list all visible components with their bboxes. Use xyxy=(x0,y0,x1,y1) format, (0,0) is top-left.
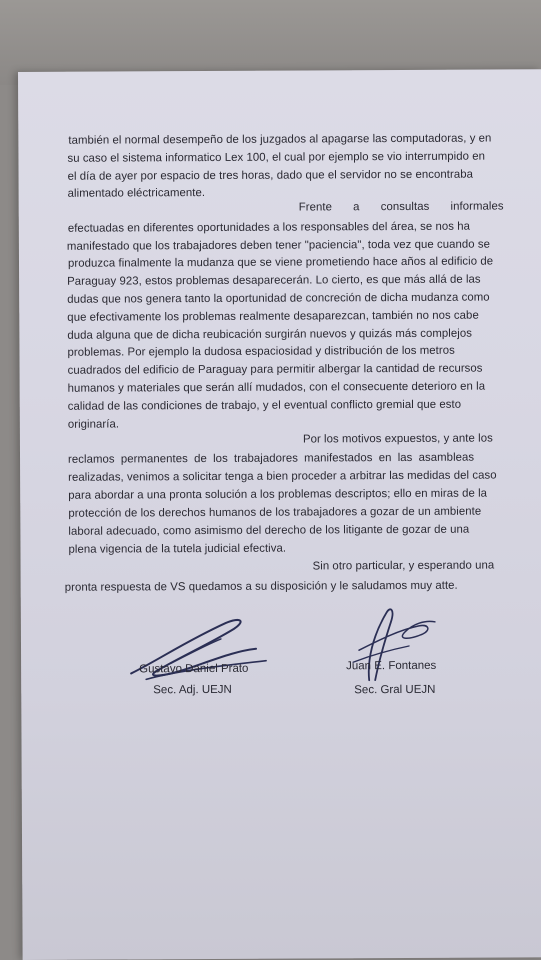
text-line: produzca finalmente la mudanza que se viene prometiendo hace años al edificio de xyxy=(67,255,494,270)
text-line: dudas que nos genera tanto la oportunidad de concreción de dicha mudanza como xyxy=(67,291,490,306)
text-line: humanos y materiales que serán allí mudados, con el consecuente deterioro en la xyxy=(67,380,486,395)
text-line: efectuadas en diferentes oportunidades a los responsables del área, se nos ha xyxy=(67,220,471,235)
text-line: Por los motivos expuestos, y ante los xyxy=(302,432,493,446)
text-line: laboral adecuado, como asimismo del derecho de los litigante de gozar de una xyxy=(68,523,470,538)
text-line: cuadrados del edificio de Paraguay para permitir albergar la cantidad de recursos xyxy=(67,362,483,377)
text-line: manifestado que los trabajadores deben tener "paciencia", toda vez que cuando se xyxy=(66,238,491,253)
text-line: que efectivamente los problemas realmente desaparezcan, también no nos cabe xyxy=(67,309,479,324)
text-line: problemas. Por ejemplo la dudosa espaciosidad y distribución de los metros xyxy=(67,344,455,359)
text-line: originaría. xyxy=(67,418,120,431)
document-page xyxy=(18,69,541,960)
text-line: calidad de las condiciones de trabajo, y el eventual conflicto gremial que esto xyxy=(67,398,462,413)
left-signature xyxy=(116,611,286,692)
text-line: protección de los derechos humanos de los trabajadores a gozar de un ambiente xyxy=(68,505,482,520)
text-line: realizadas, venimos a solicitar tenga a bien proceder a arbitrar las medidas del caso xyxy=(68,469,497,484)
left-signatory-title: Sec. Adj. UEJN xyxy=(153,683,232,697)
text-line: duda alguna que de dicha reubicación surgirán nuevos y quizás más complejos xyxy=(67,327,472,342)
text-line: alimentado eléctricamente. xyxy=(67,187,206,200)
left-signatory-name: Gustavo Daniel Prato xyxy=(139,662,249,676)
text-line: el día de ayer por espacio de tres horas, dado que el servidor no se encontraba xyxy=(67,168,473,183)
text-line: pronta respuesta de VS quedamos a su disposición y le saludamos muy atte. xyxy=(64,579,458,594)
right-signatory-name: Juan E. Fontanes xyxy=(346,659,437,673)
right-signature xyxy=(339,600,449,691)
text-line: Frente a consultas informales xyxy=(298,200,504,214)
text-line: plena vigencia de la tutela judicial efectiva. xyxy=(68,542,287,556)
right-signatory-title: Sec. Gral UEJN xyxy=(354,683,436,697)
text-line: Sin otro particular, y esperando una xyxy=(312,559,495,573)
text-line: reclamos permanentes de los trabajadores manifestados en las asambleas xyxy=(67,451,475,466)
text-line: para abordar a una pronta solución a los problemas descriptos; ello en miras de la xyxy=(68,487,488,502)
text-line: su caso el sistema informatico Lex 100, el cual por ejemplo se vio interrumpido en xyxy=(67,150,486,165)
text-line: Paraguay 923, estos problemas desaparecerán. Lo cierto, es que más allá de las xyxy=(67,273,481,288)
text-line: también el normal desempeño de los juzgados al apagarse las computadoras, y en xyxy=(68,132,492,147)
